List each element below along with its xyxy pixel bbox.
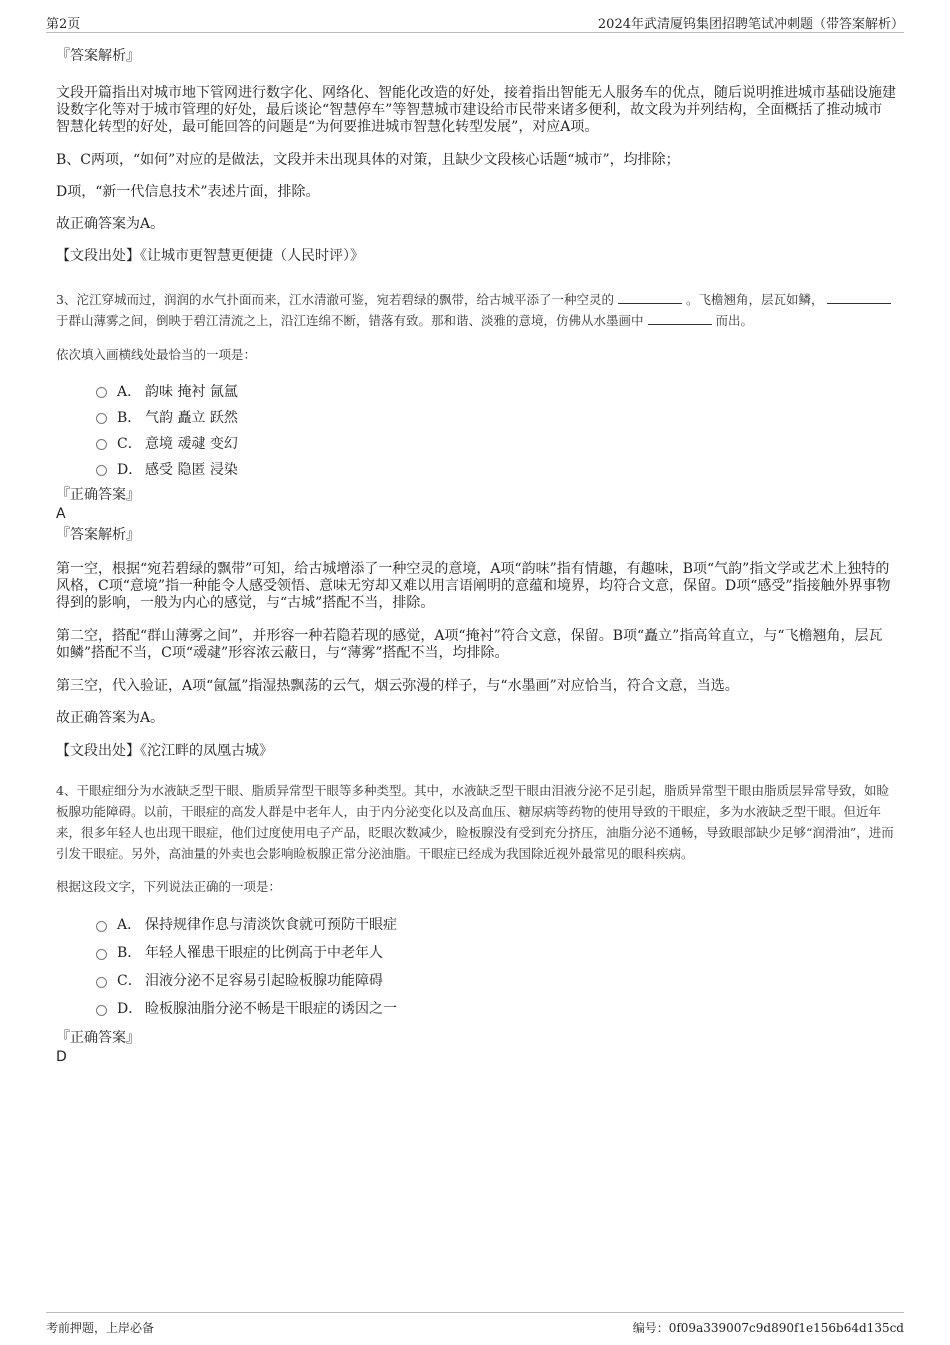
option-c[interactable]: C． 意境 叆叇 变幻 [96,430,896,456]
conclusion: 故正确答案为A。 [56,709,165,726]
analysis-paragraph: D项，“新一代信息技术”表述片面，排除。 [56,184,320,200]
page-footer [46,1312,904,1339]
option-c[interactable]: C． 泪液分泌不足容易引起睑板腺功能障碍 [96,967,896,993]
option-d[interactable]: D． 感受 隐匿 浸染 [96,456,896,482]
option-a[interactable]: A． 保持规律作息与清淡饮食就可预防干眼症 [96,911,896,937]
correct-answer-label: 『正确答案』 [56,486,140,503]
blank-line [618,291,682,304]
conclusion: 故正确答案为A。 [56,216,165,232]
page-header [46,8,904,33]
option-b[interactable]: B． 气韵 矗立 跃然 [96,404,896,430]
radio-icon[interactable] [96,977,107,988]
option-d[interactable]: D． 睑板腺油脂分泌不畅是干眼症的诱因之一 [96,995,896,1021]
radio-icon[interactable] [96,387,107,398]
analysis-paragraph: 第一空，根据“宛若碧绿的飘带”可知，给古城增添了一种空灵的意境，A项“韵味”指有情趣，有趣味，B项“气韵”指文学或艺术上独特的风格，C项“意境”指一种能令人感受领悟、意味无穷却又难以用言语阐明的意蕴和境界，均符合文意，保留。D项“感受”指接触外界事物得到的影响，一般为内心的感觉，与“古城”搭配不当，排除。 [56,560,891,611]
analysis-paragraph: B、C两项，“如何”对应的是做法，文段并未出现具体的对策，且缺少文段核心话题“城市”，均排除； [56,152,680,168]
footer-slogan: 考前押题，上岸必备 [46,1321,155,1335]
radio-icon[interactable] [96,413,107,424]
analysis-paragraph: 第二空，搭配“群山薄雾之间”，并形容一种若隐若现的感觉，A项“掩衬”符合文意，保留。B项“矗立”指高耸直立，与“飞檐翘角，层瓦如鳞”搭配不当，C项“叆叇”形容浓云蔽日，与“薄雾”搭配不当，均排除。 [56,627,883,661]
correct-answer-label: 『正确答案』 [56,1030,140,1046]
option-a[interactable]: A． 韵味 掩衬 氤氲 [96,378,896,404]
radio-icon[interactable] [96,465,107,476]
analysis-paragraph: 第三空，代入验证，A项“氤氲”指湿热飘荡的云气，烟云弥漫的样子，与“水墨画”对应恰当，符合文意，当选。 [56,677,739,694]
question-3-prompt: 依次填入画横线处最恰当的一项是： [56,346,257,362]
question-3-options [56,378,896,482]
question-4-options [56,911,896,1021]
correct-answer: A [56,505,66,522]
blank-line [648,312,712,325]
document-code: 编号：0f09a339007c9d890f1e156b64d135cd [632,1321,904,1335]
analysis-label-1: 『答案解析』 [56,48,140,64]
page-content [56,44,896,1066]
question-4-prompt: 根据这段文字，下列说法正确的一项是： [56,879,282,894]
document-title: 2024年武清厦钨集团招聘笔试冲刺题（带答案解析） [597,17,904,32]
analysis-label: 『答案解析』 [56,526,140,543]
radio-icon[interactable] [96,439,107,450]
correct-answer: D [56,1049,67,1065]
radio-icon[interactable] [96,921,107,932]
radio-icon[interactable] [96,1005,107,1016]
source: 【文段出处】《沱江畔的凤凰古城》 [56,742,273,759]
option-b[interactable]: B． 年轻人罹患干眼症的比例高于中老年人 [96,939,896,965]
radio-icon[interactable] [96,949,107,960]
analysis-paragraph: 文段开篇指出对城市地下管网进行数字化、网络化、智能化改造的好处，接着指出智能无人服务车的优点，随后说明推进城市基础设施建设数字化等对于城市管理的好处，最后谈论“智慧停车”等智慧城市建设给市民带来诸多便利，故文段为并列结构，全面概括了推动城市智慧化转型的好处，最可能回答的问题是“为何要推进城市智慧化转型发展”，对应A项。 [56,85,896,135]
blank-line [827,291,891,304]
page-number: 第2页 [46,17,81,32]
question-3-text: 3、沱江穿城而过，润润的水气扑面而来，江水清澈可鉴，宛若碧绿的飘带，给古城平添了一种空灵的 。飞檐翘角，层瓦如鳞， 于群山薄雾之间，倒映于碧江清流之上，沿江连绵不断，错落有致。那和谐、淡雅的意境，仿佛从水墨画中 而出。 [56,289,896,331]
question-4-text: 4、干眼症细分为水液缺乏型干眼、脂质异常型干眼等多种类型。其中，水液缺乏型干眼由泪液分泌不足引起，脂质异常型干眼由脂质层异常导致，如睑板腺功能障碍。以前，干眼症的高发人群是中老年人，由于内分泌变化以及高血压、糖尿病等药物的使用导致的干眼症，多为水液缺乏型干眼。但近年来，很多年轻人也出现干眼症，他们过度使用电子产品，眨眼次数减少，睑板腺没有受到充分挤压，油脂分泌不通畅，导致眼部缺少足够“润滑油”，进而引发干眼症。另外，高油量的外卖也会影响睑板腺正常分泌油脂。干眼症已经成为我国除近视外最常见的眼科疾病。 [56,782,894,861]
source: 【文段出处】《让城市更智慧更便捷（人民时评）》 [56,248,364,264]
